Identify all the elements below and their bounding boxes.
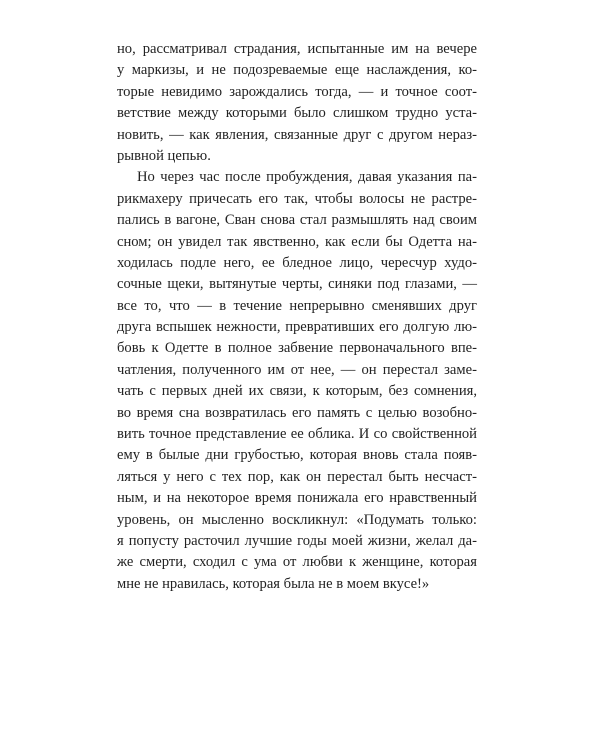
text-line: ным, и на некоторое время понижала его нравственный (117, 490, 477, 507)
text-line: я попусту расточил лучшие годы моей жизни, желал да- (117, 532, 477, 549)
text-line: все то, что — в течение непрерывно сменявших друг (117, 297, 477, 314)
text-line: новить, — как явления, связанные друг с другом нераз- (117, 126, 477, 143)
paragraph-2 (117, 167, 477, 595)
text-line: ходилась подле него, ее бледное лицо, чересчур худо- (117, 254, 477, 271)
text-line: же смерти, сходил с ума от любви к женщине, которая (117, 554, 477, 571)
text-line: вить точное представление ее облика. И со свойственной (117, 426, 477, 443)
text-line: бовь к Одетте в полное забвение первоначального впе- (117, 340, 477, 357)
text-line: у маркизы, и не подозреваемые еще наслаждения, ко- (117, 62, 477, 79)
text-line: рывной цепью. (117, 147, 211, 164)
text-line: торые невидимо зарождались тогда, — и точное соот- (117, 83, 477, 100)
text-line: ему в былые дни грубостью, которая вновь стала появ- (117, 447, 477, 464)
text-line: но, рассматривал страдания, испытанные им на вечере (117, 41, 477, 57)
paragraph-1 (117, 39, 477, 167)
text-line: друга вспышек нежности, превративших его долгую лю- (117, 319, 477, 336)
text-line: во время сна возвратилась его память с целью возобно- (117, 404, 477, 421)
text-line: сном; он увидел так явственно, как если бы Одетта на- (117, 233, 477, 250)
text-line: ляться у него с тех пор, как он перестал быть несчаст- (117, 468, 477, 485)
text-line: мне не нравилась, которая была не в моем вкусе!» (117, 575, 430, 592)
text-line: чатления, полученного им от нее, — он перестал заме- (117, 361, 477, 378)
body-text (117, 39, 477, 595)
text-line: рикмахеру причесать его так, чтобы волосы не растре- (117, 190, 477, 207)
text-line: сочные щеки, вытянутые черты, синяки под глазами, — (117, 276, 477, 293)
text-line: Но через час после пробуждения, давая указания па- (137, 169, 477, 186)
text-line: уровень, он мысленно воскликнул: «Подумать только: (117, 511, 477, 528)
text-line: пались в вагоне, Сван снова стал размышлять над своим (117, 212, 477, 229)
text-line: чать с первых дней их связи, к которым, без сомнения, (117, 383, 477, 400)
text-line: ветствие между которыми было слишком трудно уста- (117, 105, 477, 122)
